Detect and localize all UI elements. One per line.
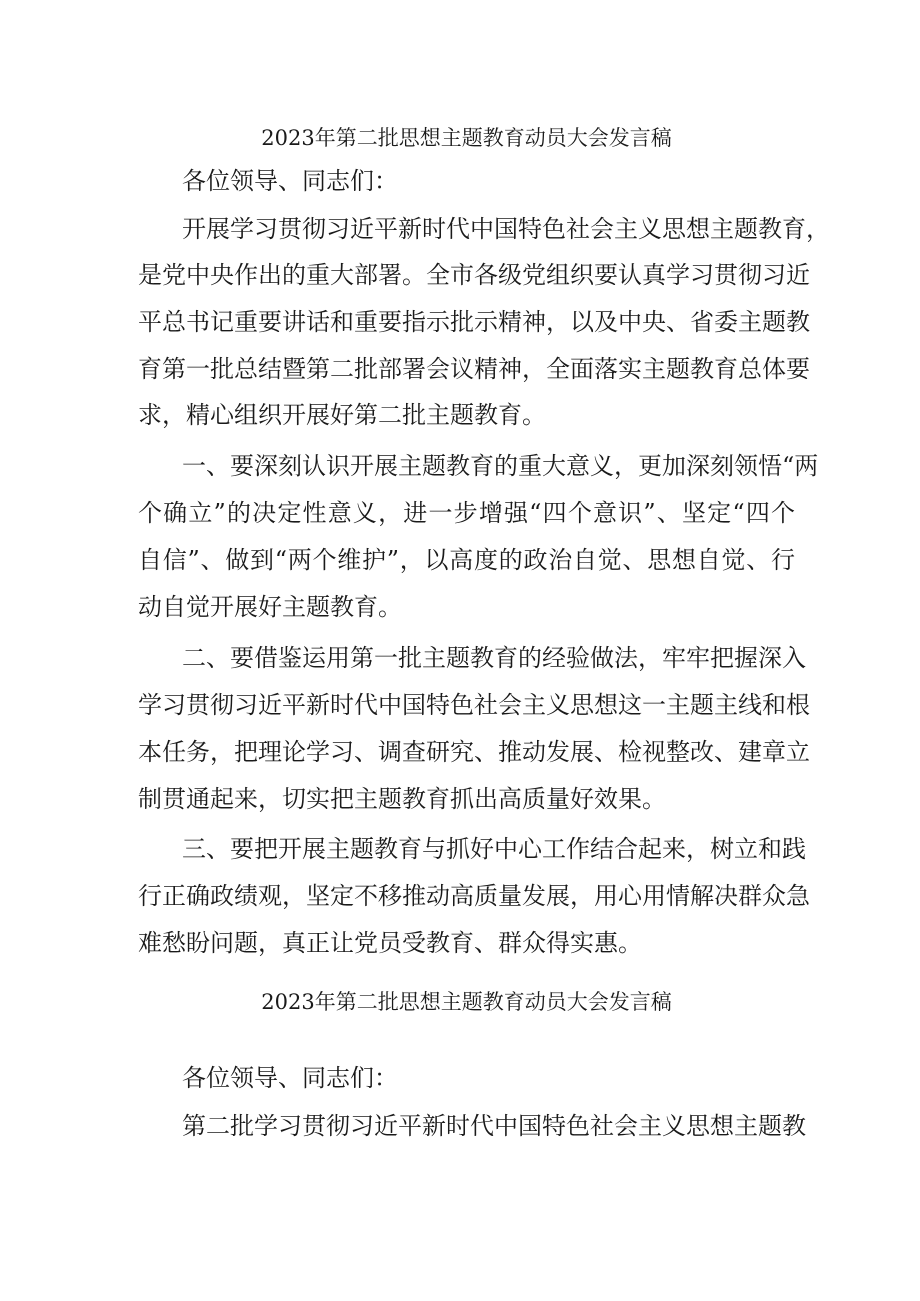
salutation-repeat: 各位领导、同志们：: [182, 1064, 398, 1092]
paragraph-5-line-1: 第二批学习贯彻习近平新时代中国特色社会主义思想主题教: [182, 1112, 806, 1140]
paragraph-2-line-3: 自信”、做到“两个维护”，以高度的政治自觉、思想自觉、行: [138, 546, 795, 574]
document-title-repeat: 2023年第二批思想主题教育动员大会发言稿: [261, 990, 672, 1014]
paragraph-4-line-3: 难愁盼问题，真正让党员受教育、群众得实惠。: [138, 929, 642, 957]
paragraph-2-line-1: 一、要深刻认识开展主题教育的重大意义，更加深刻领悟“两: [182, 452, 819, 480]
paragraph-3-line-1: 二、要借鉴运用第一批主题教育的经验做法，牢牢把握深入: [182, 644, 806, 672]
paragraph-1-line-1: 开展学习贯彻习近平新时代中国特色社会主义思想主题教育，: [182, 215, 830, 243]
paragraph-2-line-4: 动自觉开展好主题教育。: [138, 593, 402, 621]
salutation: 各位领导、同志们：: [182, 167, 398, 195]
paragraph-3-line-3: 本任务，把理论学习、调查研究、推动发展、检视整改、建章立: [138, 738, 810, 766]
paragraph-1-line-4: 育第一批总结暨第二批部署会议精神，全面落实主题教育总体要: [138, 355, 810, 383]
paragraph-3-line-2: 学习贯彻习近平新时代中国特色社会主义思想这一主题主线和根: [138, 691, 810, 719]
paragraph-2-line-2: 个确立”的决定性意义，进一步增强“四个意识”、坚定“四个: [138, 499, 795, 527]
paragraph-3-line-4: 制贯通起来，切实把主题教育抓出高质量好效果。: [138, 785, 666, 813]
paragraph-4-line-1: 三、要把开展主题教育与抓好中心工作结合起来，树立和践: [182, 835, 806, 863]
document-title: 2023年第二批思想主题教育动员大会发言稿: [261, 126, 672, 150]
paragraph-4-line-2: 行正确政绩观，坚定不移推动高质量发展，用心用情解决群众急: [138, 882, 810, 910]
paragraph-1-line-3: 平总书记重要讲话和重要指示批示精神，以及中央、省委主题教: [138, 308, 810, 336]
paragraph-1-line-2: 是党中央作出的重大部署。全市各级党组织要认真学习贯彻习近: [138, 261, 810, 289]
paragraph-1-line-5: 求，精心组织开展好第二批主题教育。: [138, 401, 546, 429]
